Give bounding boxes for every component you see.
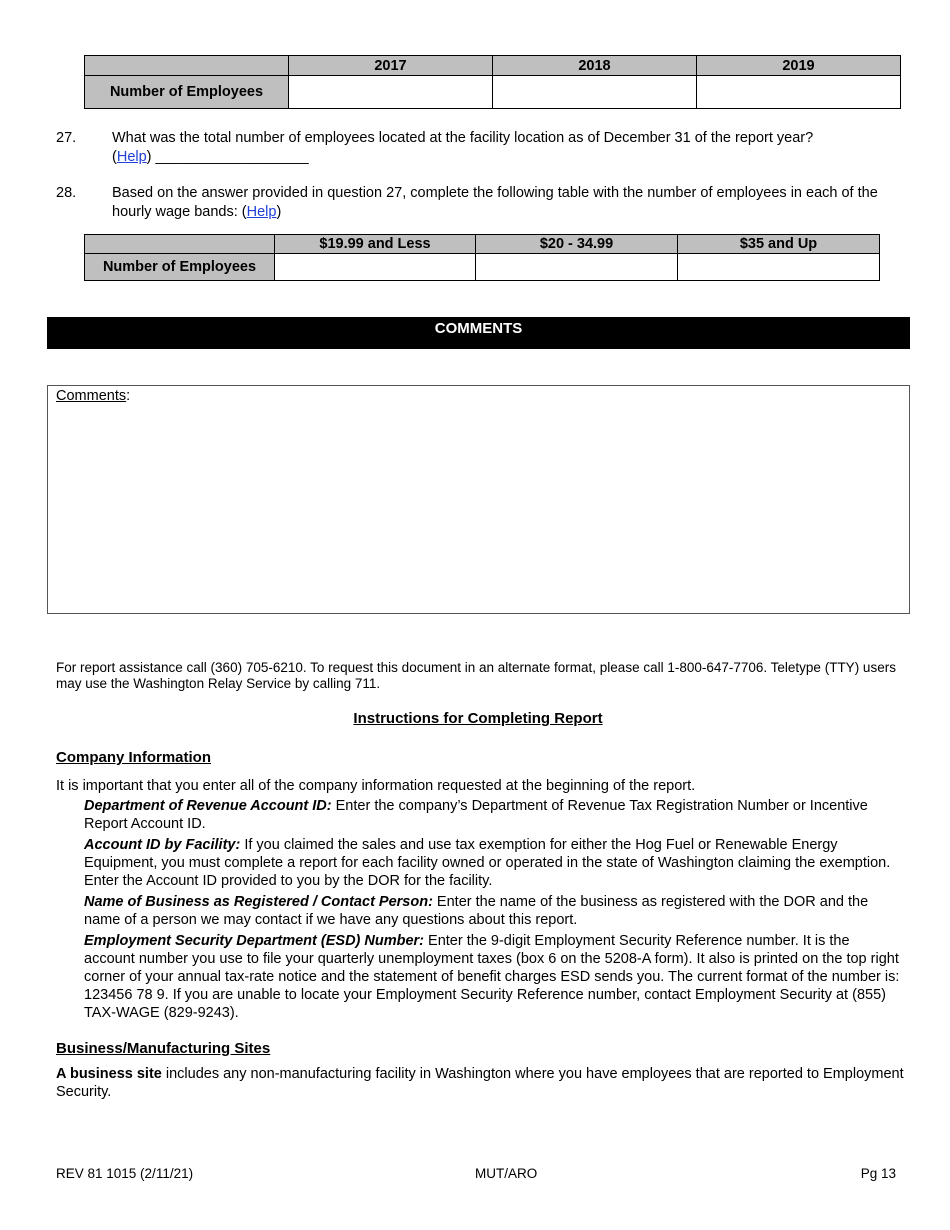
instruction-account-id-by-facility (84, 836, 904, 890)
description: Enter the name of the business as registered with the DOR and the name of a person we may contact if we have any questions about this report. (84, 894, 869, 928)
question-27: 27. What was the total number of employees located at the facility location as of December 31 of the report year? (Help) ___________________ (56, 130, 814, 165)
business-site-definition (56, 1065, 906, 1101)
comments-banner: COMMENTS (47, 317, 910, 349)
row-label-number-of-employees: Number of Employees (85, 76, 289, 109)
table-corner (85, 235, 275, 254)
term: A business site (56, 1066, 162, 1082)
help-link[interactable]: Help (246, 204, 277, 220)
row-label-number-of-employees: Number of Employees (85, 254, 275, 281)
footer-form-number: REV 81 1015 (2/11/21) (56, 1166, 194, 1181)
description: If you claimed the sales and use tax exemption for either the Hog Fuel or Renewable Energy Equipment, you must complete a report for each facility owned or operated in the state of Washington claiming the exemption. Enter the Account ID provided to you by the DOR for the facility. (84, 837, 891, 889)
question-text: Based on the answer provided in question 27, complete the following table with the number of employees in each of the hourly wage bands: (112, 185, 878, 220)
footer-page-number: Pg 13 (860, 1166, 896, 1181)
question-number: 27. (56, 130, 77, 146)
term: Name of Business as Registered / Contact Person: (84, 894, 433, 910)
employees-high-wage-input[interactable] (678, 254, 880, 281)
term: Account ID by Facility: (84, 837, 241, 853)
employees-mid-wage-input[interactable] (476, 254, 678, 281)
employees-by-year-table (84, 55, 901, 109)
company-info-heading: Company Information (56, 749, 212, 766)
column-header-2019: 2019 (697, 56, 901, 76)
column-header-2017: 2017 (289, 56, 493, 76)
business-sites-heading: Business/Manufacturing Sites (56, 1040, 271, 1057)
help-link[interactable]: Help (116, 149, 147, 165)
instruction-esd-number (84, 932, 904, 1022)
employees-low-wage-input[interactable] (275, 254, 476, 281)
comments-textarea[interactable] (47, 385, 910, 614)
column-header-20-34-99: $20 - 34.99 (476, 235, 678, 254)
comments-label-text: Comments (56, 388, 127, 404)
question-28: 28. Based on the answer provided in question 27, complete the following table with the number of employees in each of the hourly wage bands: (Help) (56, 185, 878, 220)
employees-2018-input[interactable] (493, 76, 697, 109)
column-header-35-and-up: $35 and Up (678, 235, 880, 254)
question-text: What was the total number of employees located at the facility location as of December 31 of the report year? (112, 130, 814, 146)
comments-label: Comments: (56, 388, 131, 404)
assistance-note: For report assistance call (360) 705-6210. To request this document in an alternate format, please call 1-800-647-7706. Teletype (TTY) users may use the Washington Relay Service by calling 711. (56, 660, 896, 691)
wage-bands-table (84, 234, 880, 281)
instructions-title: Instructions for Completing Report (353, 710, 603, 727)
description: includes any non-manufacturing facility in Washington where you have employees that are reported to Employment Security. (56, 1066, 904, 1100)
term: Department of Revenue Account ID: (84, 798, 332, 814)
column-header-19-99-and-less: $19.99 and Less (275, 235, 476, 254)
term: Employment Security Department (ESD) Number: (84, 933, 425, 949)
column-header-2018: 2018 (493, 56, 697, 76)
employees-2019-input[interactable] (697, 76, 901, 109)
instruction-dor-account-id (84, 797, 904, 833)
description: Enter the 9-digit Employment Security Reference number. It is the account number you use to file your quarterly unemployment taxes (box 6 on the 5208-A form). It also is printed on the top right corner of your annual tax-rate notice and the statement of benefit charges ESD sends you. The current format of the number is: 123456 78 9. If you are unable to locate your Employment Security Reference number, contact Employment Security at (855) TAX-WAGE (829-9243). (84, 933, 900, 1021)
footer-center-label: MUT/ARO (475, 1166, 538, 1181)
company-info-intro: It is important that you enter all of the company information requested at the beginning of the report. (56, 778, 696, 794)
instruction-business-name-contact (84, 893, 904, 929)
employees-2017-input[interactable] (289, 76, 493, 109)
answer-blank[interactable]: ___________________ (155, 149, 309, 165)
table-corner (85, 56, 289, 76)
question-number: 28. (56, 185, 77, 201)
description: Enter the company’s Department of Revenue Tax Registration Number or Incentive Report Account ID. (84, 798, 868, 832)
